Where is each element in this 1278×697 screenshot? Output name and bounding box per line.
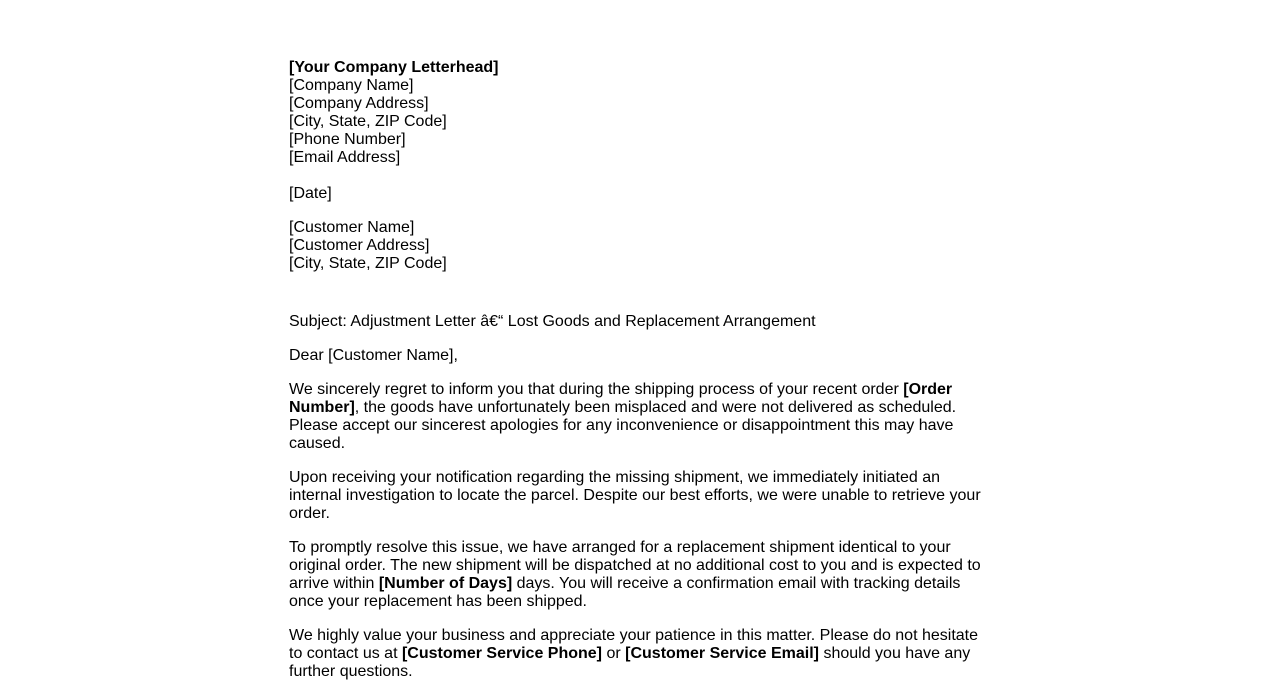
p1-text-end: , the goods have unfortunately been misplaced and were not delivered as scheduled. Please accept our sincerest apologies for any inconvenience or disappointment this may have caused.	[289, 399, 957, 452]
letterhead-title: [Your Company Letterhead]	[289, 59, 499, 76]
p4-text-end: should you have any further questions.	[289, 645, 971, 680]
body-paragraph-1	[289, 381, 989, 453]
company-name: [Company Name]	[289, 77, 414, 94]
recipient-city-state-zip: [City, State, ZIP Code]	[289, 255, 447, 272]
recipient-name: [Customer Name]	[289, 219, 415, 236]
p1-text-start: We sincerely regret to inform you that during the shipping process of your recent order	[289, 381, 904, 398]
letter-subject: Subject: Adjustment Letter â€“ Lost Goods and Replacement Arrangement	[289, 313, 816, 330]
company-address: [Company Address]	[289, 95, 429, 112]
company-city-state-zip: [City, State, ZIP Code]	[289, 113, 447, 130]
body-paragraph-4	[289, 627, 989, 681]
letter-document	[289, 59, 989, 697]
customer-service-phone-placeholder: [Customer Service Phone]	[401, 645, 603, 662]
body-paragraph-3	[289, 539, 989, 611]
customer-service-email-placeholder: [Customer Service Email]	[625, 645, 819, 662]
p4-text-start: We highly value your business and appreciate your patience in this matter. Please do not hesitate to contact us at	[289, 627, 979, 662]
company-phone: [Phone Number]	[289, 131, 406, 148]
letter-salutation: Dear [Customer Name],	[289, 347, 458, 364]
p3-text-end: days. You will receive a confirmation email with tracking details once your replacement has been shipped.	[289, 575, 961, 610]
order-number-placeholder: [Order Number]	[289, 381, 953, 416]
letterhead-block	[289, 59, 989, 167]
p3-text-start: To promptly resolve this issue, we have arranged for a replacement shipment identical to your original order. The new shipment will be dispatched at no additional cost to you and is expected to arrive within	[289, 539, 981, 592]
letter-date: [Date]	[289, 185, 332, 202]
number-of-days-placeholder: [Number of Days]	[378, 575, 513, 592]
body-paragraph-2: Upon receiving your notification regarding the missing shipment, we immediately initiated an internal investigation to locate the parcel. Despite our best efforts, we were unable to retrieve your order.	[289, 469, 981, 522]
recipient-block	[289, 219, 989, 273]
recipient-address: [Customer Address]	[289, 237, 430, 254]
p4-text-middle: or	[602, 645, 626, 662]
company-email: [Email Address]	[289, 149, 401, 166]
